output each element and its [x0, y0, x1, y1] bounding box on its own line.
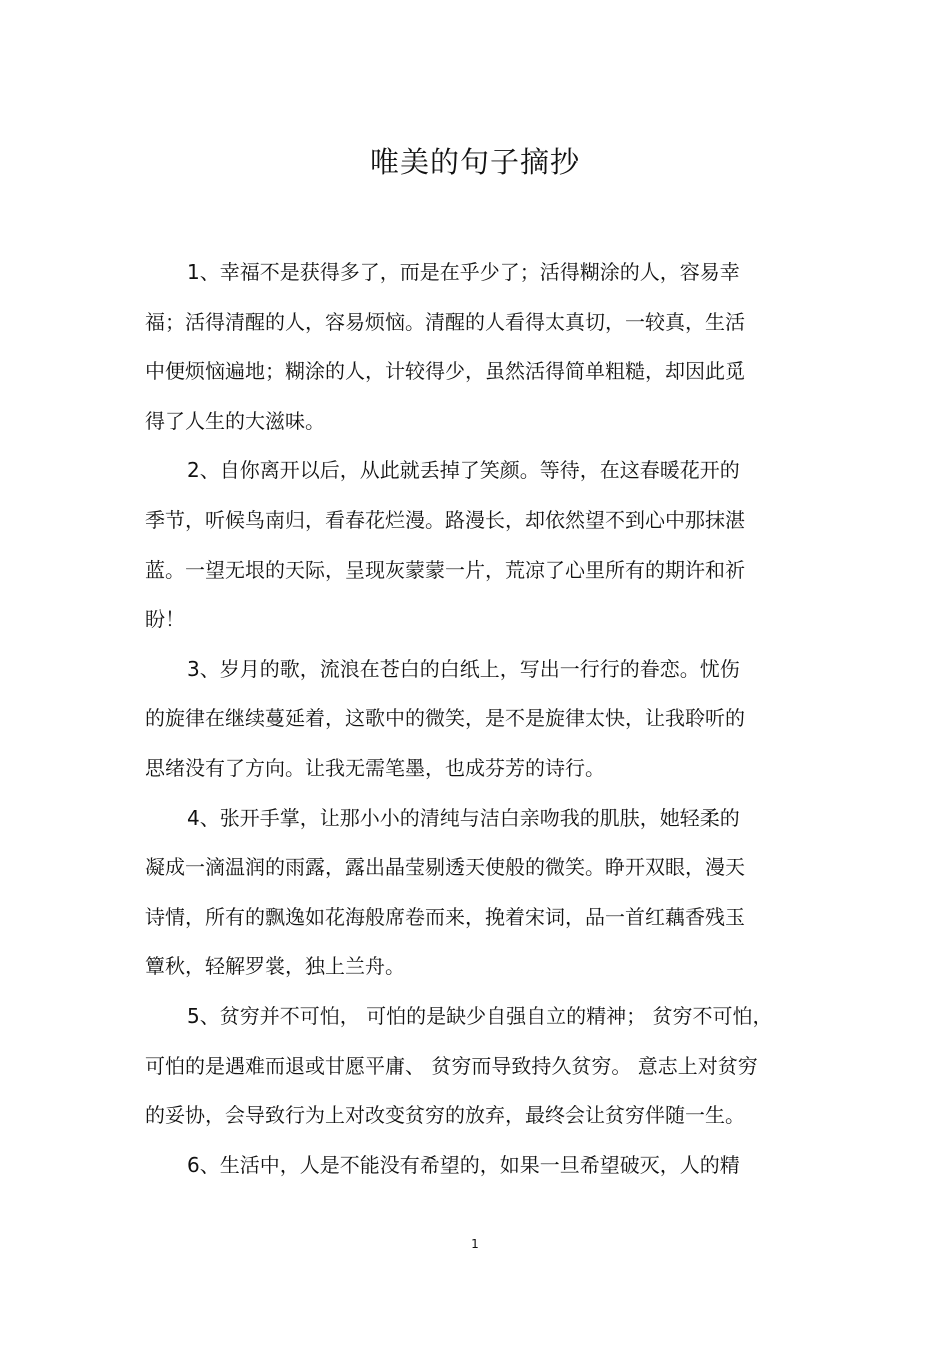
paragraph-5 — [145, 992, 810, 1141]
document-title: 唯美的句子摘抄 — [369, 145, 580, 179]
paragraph-line: 盼！ — [145, 607, 185, 632]
paragraph-line: 中便烦恼遍地；糊涂的人，计较得少，虽然活得简单粗糙，却因此觅 — [145, 359, 745, 384]
page-number: 1 — [471, 1237, 479, 1251]
paragraph-line: 福；活得清醒的人，容易烦恼。清醒的人看得太真切，一较真，生活 — [145, 309, 745, 334]
paragraph-2 — [145, 446, 810, 644]
paragraph-4 — [145, 794, 810, 992]
paragraph-line: 3、岁月的歌，流浪在苍白的白纸上，写出一行行的眷恋。忧伤 — [187, 656, 740, 681]
paragraph-line: 思绪没有了方向。让我无需笔墨，也成芬芳的诗行。 — [145, 755, 605, 780]
paragraph-line: 簟秋，轻解罗裳，独上兰舟。 — [145, 954, 405, 979]
paragraph-3 — [145, 645, 810, 794]
paragraph-line: 的妥协，会导致行为上对改变贫穷的放弃，最终会让贫穷伴随一生。 — [145, 1103, 745, 1128]
paragraph-1 — [145, 248, 810, 446]
paragraph-line: 得了人生的大滋味。 — [145, 408, 325, 433]
document-body — [145, 248, 810, 1190]
paragraph-line: 可怕的是遇难而退或甘愿平庸、 贫穷而导致持久贫穷。 意志上对贫穷 — [145, 1053, 758, 1078]
paragraph-line: 蓝。一望无垠的天际，呈现灰蒙蒙一片，荒凉了心里所有的期许和祈 — [145, 557, 745, 582]
paragraph-6 — [145, 1141, 810, 1191]
paragraph-line: 2、自你离开以后，从此就丢掉了笑颜。等待，在这春暖花开的 — [187, 458, 740, 483]
paragraph-line: 的旋律在继续蔓延着，这歌中的微笑，是不是旋律太快，让我聆听的 — [145, 706, 745, 731]
paragraph-line: 凝成一滴温润的雨露，露出晶莹剔透天使般的微笑。睁开双眼，漫天 — [145, 855, 745, 880]
paragraph-line: 1、幸福不是获得多了，而是在乎少了；活得糊涂的人，容易幸 — [187, 260, 740, 284]
paragraph-line: 5、贫穷并不可怕， 可怕的是缺少自强自立的精神； 贫穷不可怕， — [187, 1003, 773, 1028]
paragraph-line: 诗情，所有的飘逸如花海般席卷而来，挽着宋词，品一首红藕香残玉 — [145, 904, 745, 929]
paragraph-line: 季节，听候鸟南归，看春花烂漫。路漫长，却依然望不到心中那抹湛 — [145, 507, 745, 532]
paragraph-line: 4、张开手掌，让那小小的清纯与洁白亲吻我的肌肤，她轻柔的 — [187, 805, 740, 830]
paragraph-line: 6、生活中，人是不能没有希望的，如果一旦希望破灭，人的精 — [187, 1152, 740, 1177]
